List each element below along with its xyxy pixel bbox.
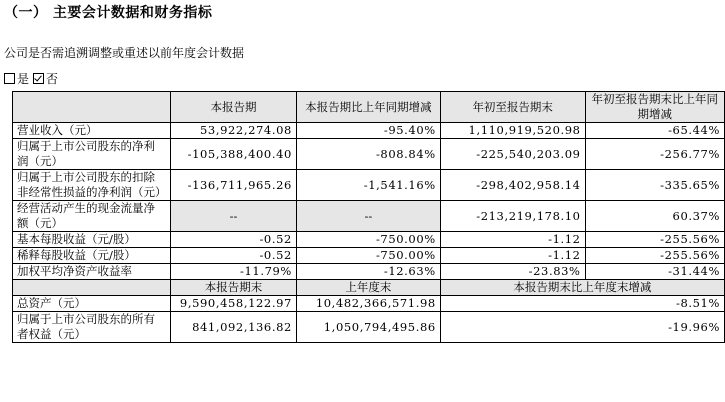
row-label: 营业收入（元）: [13, 123, 171, 139]
cell-value: -23.83%: [440, 264, 585, 280]
cell-value: -1,541.16%: [296, 170, 440, 201]
cell-value: 60.37%: [585, 201, 724, 232]
header-ytd: 年初至报告期末: [440, 92, 585, 123]
row-label: 归属于上市公司股东的净利润（元）: [13, 139, 171, 170]
table-row: [13, 248, 725, 264]
cell-value: -1.12: [440, 248, 585, 264]
table-row: [13, 312, 725, 343]
financial-indicators-table: [12, 91, 725, 343]
table-row: [13, 232, 725, 248]
table-row: [13, 139, 725, 170]
cell-value: -808.84%: [296, 139, 440, 170]
table-header-row: [13, 92, 725, 123]
cell-value: 9,590,458,122.97: [170, 296, 296, 312]
checkbox-yes-label: 是: [17, 72, 30, 86]
row-label: 加权平均净资产收益率: [13, 264, 171, 280]
checkbox-yes[interactable]: [4, 73, 15, 84]
header-prior-year-end: 上年度末: [296, 280, 440, 296]
cell-value: -105,388,400.40: [170, 139, 296, 170]
row-label: 总资产（元）: [13, 296, 171, 312]
cell-value: -750.00%: [296, 232, 440, 248]
cell-value: -11.79%: [170, 264, 296, 280]
section-heading: （一） 主要会计数据和财务指标: [4, 5, 213, 21]
checkbox-no-label: 否: [46, 72, 59, 86]
cell-value: -12.63%: [296, 264, 440, 280]
restatement-question: 公司是否需追溯调整或重述以前年度会计数据: [4, 46, 245, 60]
row-label: 归属于上市公司股东的扣除非经常性损益的净利润（元）: [13, 170, 171, 201]
cell-value: --: [170, 201, 296, 232]
cell-value: -31.44%: [585, 264, 724, 280]
header-cell-empty: [13, 280, 171, 296]
table-row: [13, 123, 725, 139]
cell-value: -298,402,958.14: [440, 170, 585, 201]
table-row: [13, 201, 725, 232]
header-ytd-change: 年初至报告期末比上年同期增减: [585, 92, 724, 123]
table-row: [13, 170, 725, 201]
row-label: 稀释每股收益（元/股）: [13, 248, 171, 264]
checkbox-no[interactable]: [33, 73, 44, 84]
header-current-period-change: 本报告期比上年同期增减: [296, 92, 440, 123]
cell-value: 1,050,794,495.86: [296, 312, 440, 343]
cell-value: -136,711,965.26: [170, 170, 296, 201]
cell-value: -95.40%: [296, 123, 440, 139]
header-period-end-change: 本报告期末比上年度末增减: [440, 280, 724, 296]
restatement-choice: [4, 70, 62, 87]
cell-value: -225,540,203.09: [440, 139, 585, 170]
table-row: [13, 296, 725, 312]
cell-value: -65.44%: [585, 123, 724, 139]
row-label: 经营活动产生的现金流量净额（元）: [13, 201, 171, 232]
cell-value: -0.52: [170, 248, 296, 264]
cell-value: -8.51%: [440, 296, 724, 312]
row-label: 基本每股收益（元/股）: [13, 232, 171, 248]
cell-value: -750.00%: [296, 248, 440, 264]
header-period-end: 本报告期末: [170, 280, 296, 296]
table-header-row-2: [13, 280, 725, 296]
header-current-period: 本报告期: [170, 92, 296, 123]
row-label: 归属于上市公司股东的所有者权益（元）: [13, 312, 171, 343]
cell-value: -19.96%: [440, 312, 724, 343]
cell-value: --: [296, 201, 440, 232]
table-row: [13, 264, 725, 280]
cell-value: -335.65%: [585, 170, 724, 201]
cell-value: -256.77%: [585, 139, 724, 170]
cell-value: -213,219,178.10: [440, 201, 585, 232]
cell-value: 53,922,274.08: [170, 123, 296, 139]
cell-value: -255.56%: [585, 248, 724, 264]
cell-value: -255.56%: [585, 232, 724, 248]
cell-value: 841,092,136.82: [170, 312, 296, 343]
header-cell-empty: [13, 92, 171, 123]
cell-value: -0.52: [170, 232, 296, 248]
cell-value: 1,110,919,520.98: [440, 123, 585, 139]
cell-value: -1.12: [440, 232, 585, 248]
cell-value: 10,482,366,571.98: [296, 296, 440, 312]
